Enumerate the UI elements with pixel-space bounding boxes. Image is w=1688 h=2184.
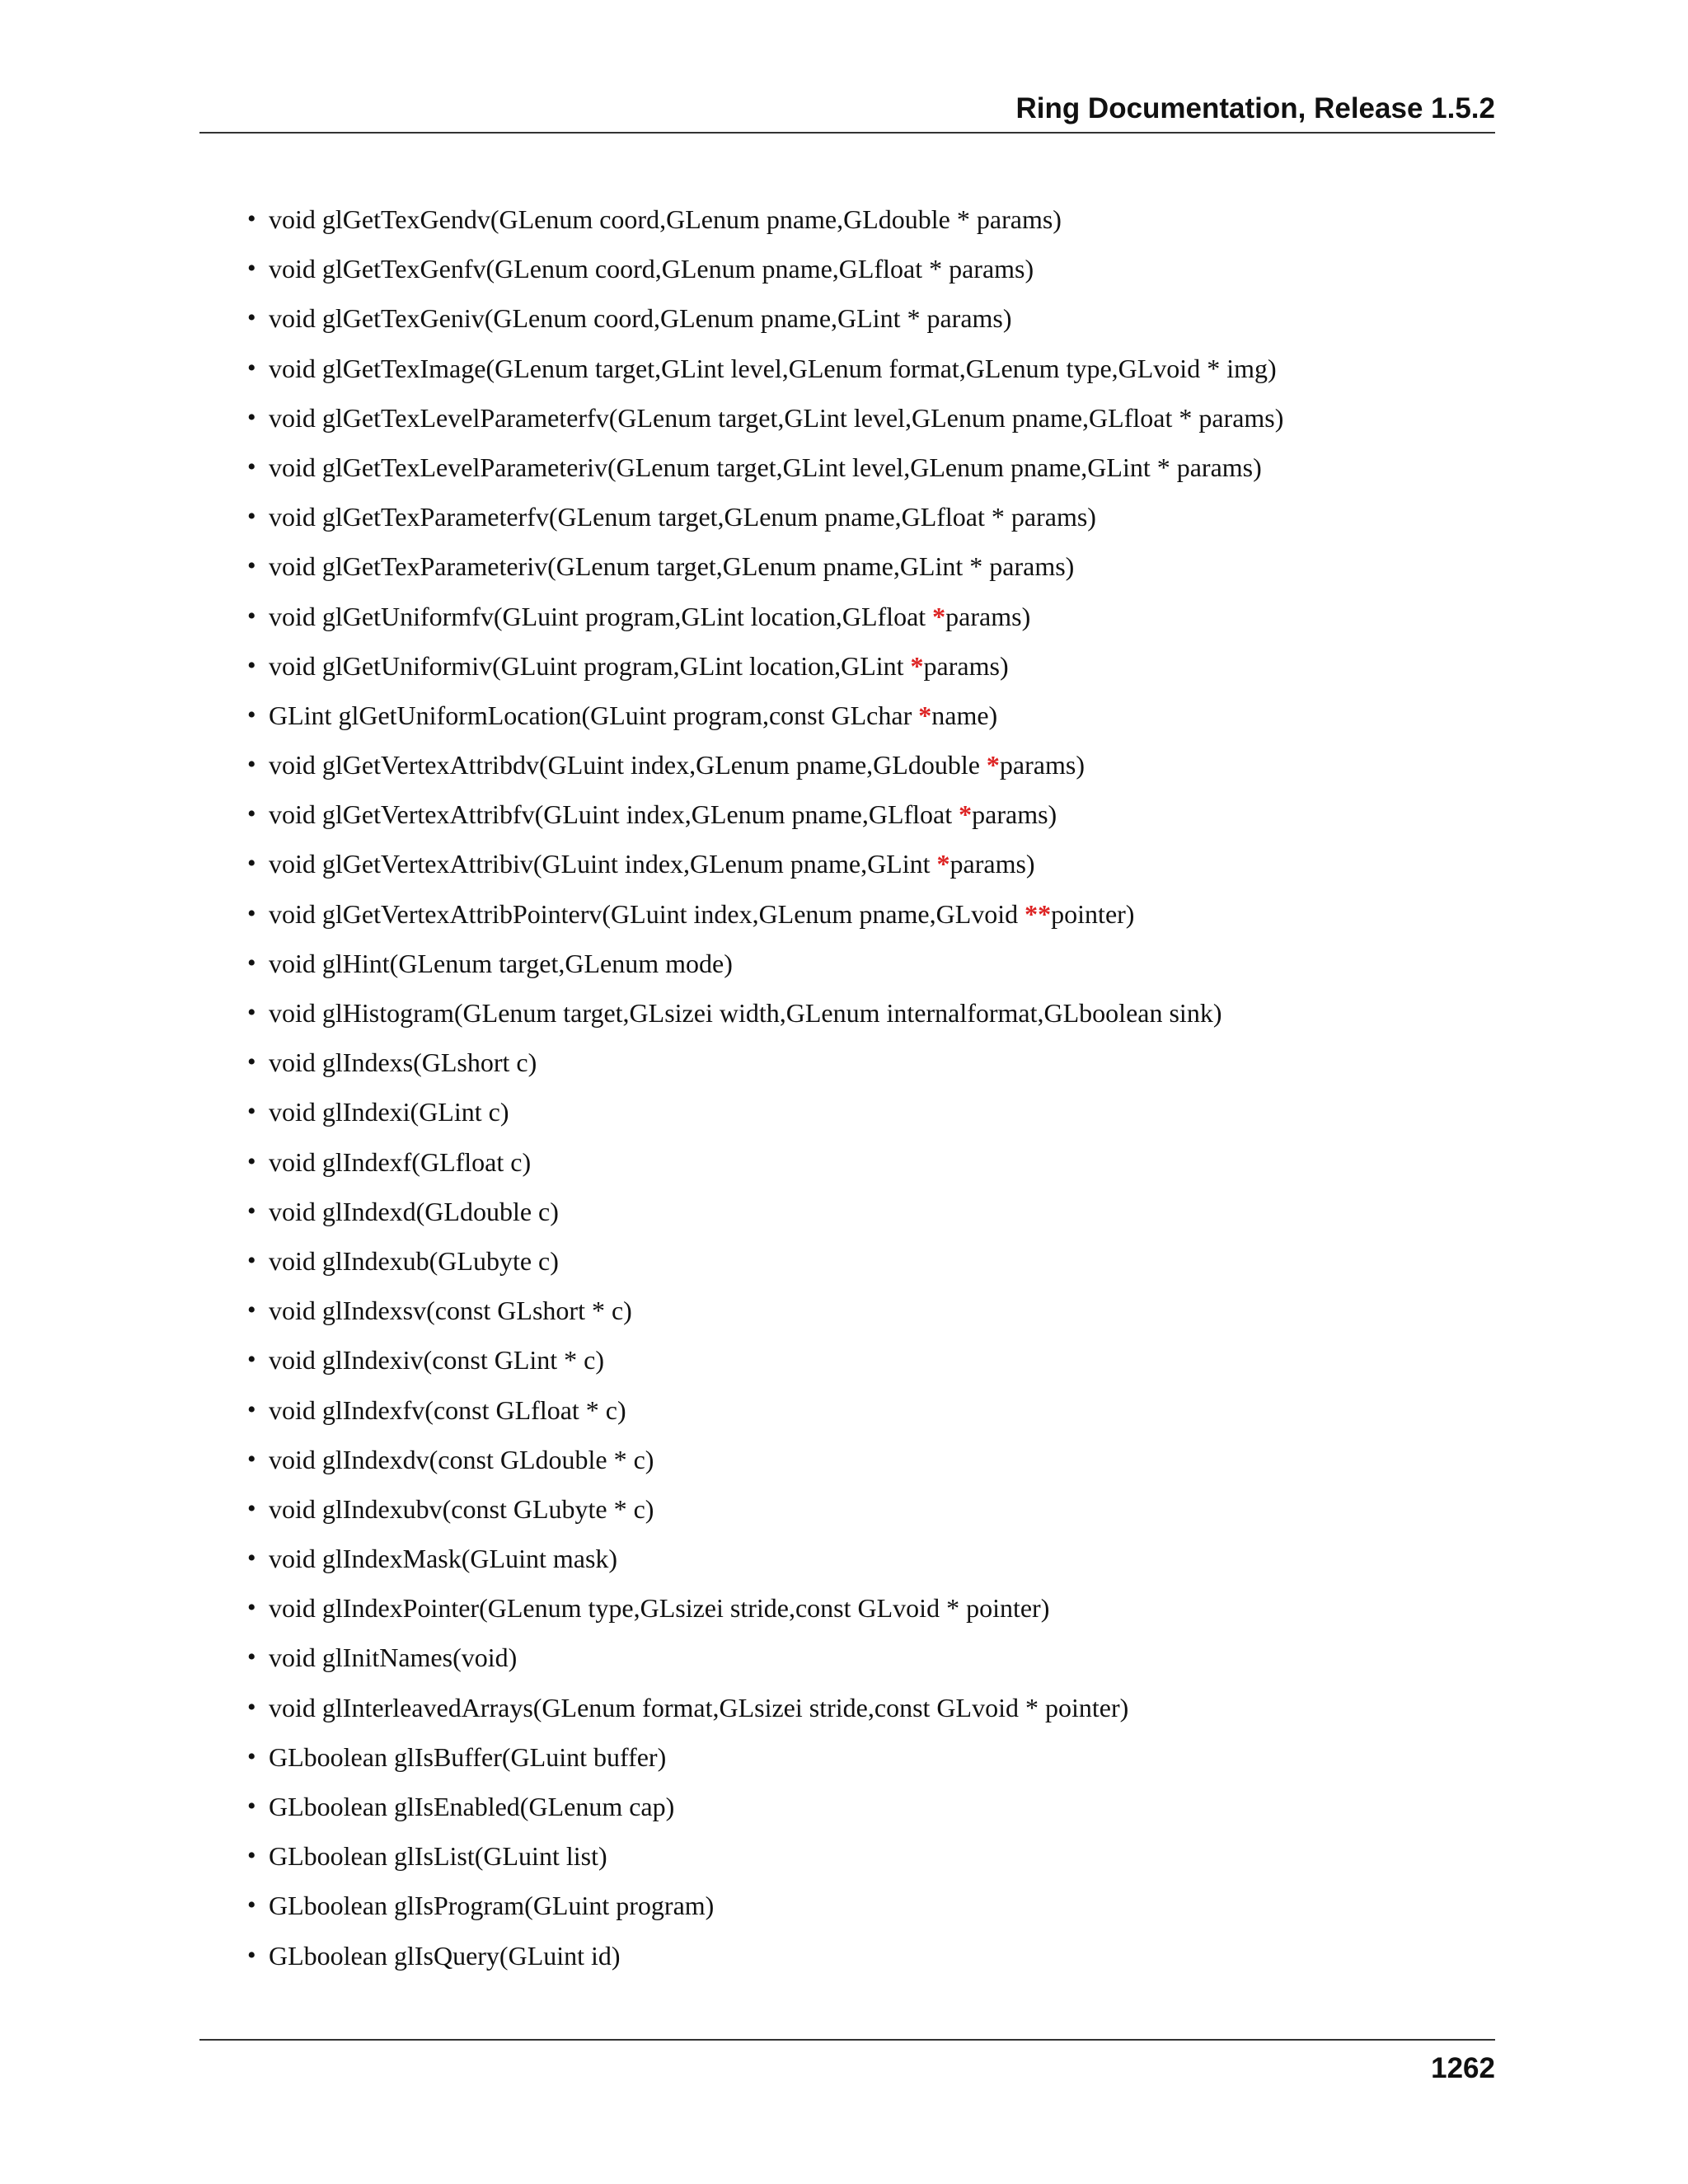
function-signature [269, 799, 1057, 829]
highlighted-asterisk: * [932, 601, 946, 631]
function-signature: void glInitNames(void) [269, 1643, 518, 1673]
bullet-icon: • [247, 1842, 256, 1870]
signature-end: params) [945, 601, 1031, 631]
bullet-icon: • [247, 701, 256, 729]
function-signature: void glIndexf(GLfloat c) [269, 1146, 532, 1177]
bullet-icon: • [247, 1494, 256, 1522]
function-signature [269, 899, 1134, 929]
list-item [247, 344, 1283, 393]
function-signature: void glIndexd(GLdouble c) [269, 1196, 559, 1226]
function-signature: void glIndexdv(const GLdouble * c) [269, 1444, 654, 1474]
function-signature: void glHint(GLenum target,GLenum mode) [269, 948, 733, 978]
function-signature: void glIndexubv(const GLubyte * c) [269, 1493, 654, 1524]
highlighted-asterisk: * [910, 650, 924, 681]
function-signature: void glGetTexParameterfv(GLenum target,GLenum pname,GLfloat * params) [269, 502, 1096, 532]
page-footer [199, 2039, 1495, 2084]
list-item [247, 1782, 1283, 1831]
bullet-icon: • [247, 651, 256, 679]
function-signature [269, 849, 1035, 879]
bullet-icon: • [247, 1098, 256, 1126]
list-item [247, 740, 1283, 790]
list-item [247, 1137, 1283, 1187]
bullet-icon: • [247, 503, 256, 531]
function-signature: void glGetTexParameteriv(GLenum target,GLenum pname,GLint * params) [269, 551, 1075, 582]
signature-start: void glGetUniformfv(GLuint program,GLint location,GLfloat [269, 601, 933, 631]
function-signature: void glGetTexGenfv(GLenum coord,GLenum pname,GLfloat * params) [269, 254, 1034, 284]
signature-end: params) [950, 849, 1035, 879]
list-item [247, 1881, 1283, 1930]
list-item [247, 1931, 1283, 1980]
list-item [247, 839, 1283, 888]
function-signature: void glGetTexLevelParameterfv(GLenum target,GLint level,GLenum pname,GLfloat * params) [269, 402, 1284, 433]
function-signature [269, 701, 997, 730]
bullet-icon: • [247, 1742, 256, 1770]
bullet-icon: • [247, 304, 256, 332]
list-item [247, 1683, 1283, 1732]
function-signature: void glInterleavedArrays(GLenum format,GLsizei stride,const GLvoid * pointer) [269, 1692, 1129, 1722]
signature-start: void glGetVertexAttribdv(GLuint index,GLenum pname,GLdouble [269, 750, 987, 780]
bullet-icon: • [247, 999, 256, 1026]
list-item [247, 393, 1284, 443]
function-signature [269, 602, 1030, 631]
bullet-icon: • [247, 452, 256, 480]
highlighted-asterisk: * [936, 849, 950, 879]
list-item [247, 691, 1283, 740]
function-signature: void glIndexsv(const GLshort * c) [269, 1296, 632, 1326]
list-item [247, 1286, 1283, 1335]
page-header [199, 91, 1495, 134]
bullet-icon: • [247, 949, 256, 977]
bullet-icon: • [247, 552, 256, 580]
bullet-icon: • [247, 1544, 256, 1572]
list-item [247, 492, 1283, 541]
highlighted-asterisk: ** [1025, 898, 1052, 929]
bullet-icon: • [247, 1296, 256, 1324]
bullet-icon: • [247, 1395, 256, 1423]
list-item [247, 1236, 1283, 1286]
list-item [247, 790, 1283, 839]
bullet-icon: • [247, 1048, 256, 1076]
bullet-icon: • [247, 1891, 256, 1919]
function-signature: void glHistogram(GLenum target,GLsizei width,GLenum internalformat,GLboolean sink) [269, 998, 1222, 1028]
list-item [247, 1187, 1283, 1236]
signature-end: params) [972, 799, 1057, 830]
bullet-icon: • [247, 1197, 256, 1225]
signature-end: params) [923, 650, 1009, 681]
list-item [247, 1831, 1283, 1881]
list-item [247, 1385, 1283, 1435]
list-item [247, 293, 1283, 343]
list-item [247, 889, 1283, 939]
bullet-icon: • [247, 255, 256, 283]
function-signature: void glIndexs(GLshort c) [269, 1047, 537, 1078]
function-signature [269, 750, 1085, 780]
highlighted-asterisk: * [959, 799, 973, 830]
bullet-icon: • [247, 751, 256, 779]
function-signature: void glIndexiv(const GLint * c) [269, 1345, 605, 1376]
function-signature [269, 651, 1009, 681]
bullet-icon: • [247, 205, 256, 232]
bullet-icon: • [247, 1445, 256, 1473]
list-item [247, 1484, 1283, 1534]
signature-start: void glGetVertexAttribPointerv(GLuint index,GLenum pname,GLvoid [269, 898, 1025, 929]
function-signature: void glGetTexLevelParameteriv(GLenum target,GLint level,GLenum pname,GLint * params) [269, 452, 1262, 482]
bullet-icon: • [247, 800, 256, 828]
highlighted-asterisk: * [918, 700, 932, 730]
list-item [247, 1732, 1283, 1782]
bullet-icon: • [247, 1643, 256, 1671]
function-signature: void glGetTexGeniv(GLenum coord,GLenum pname,GLint * params) [269, 303, 1012, 334]
signature-end: pointer) [1051, 898, 1135, 929]
function-signature: void glIndexMask(GLuint mask) [269, 1544, 618, 1574]
signature-end: params) [999, 750, 1085, 780]
signature-start: void glGetVertexAttribfv(GLuint index,GLenum pname,GLfloat [269, 799, 959, 830]
list-item [247, 1435, 1283, 1484]
function-signature: GLboolean glIsBuffer(GLuint buffer) [269, 1741, 667, 1772]
bullet-icon: • [247, 1594, 256, 1622]
bullet-icon: • [247, 1693, 256, 1721]
bullet-icon: • [247, 1346, 256, 1374]
bullet-icon: • [247, 899, 256, 927]
list-item [247, 1335, 1283, 1385]
list-item [247, 939, 1283, 988]
signature-start: void glGetVertexAttribiv(GLuint index,GLenum pname,GLint [269, 849, 937, 879]
bullet-icon: • [247, 354, 256, 382]
highlighted-asterisk: * [986, 750, 1000, 780]
function-signature: void glIndexi(GLint c) [269, 1097, 509, 1127]
list-item [247, 194, 1283, 244]
signature-start: GLint glGetUniformLocation(GLuint program,const GLchar [269, 700, 919, 730]
function-signature: void glGetTexGendv(GLenum coord,GLenum pname,GLdouble * params) [269, 204, 1062, 234]
function-signature: void glIndexub(GLubyte c) [269, 1245, 559, 1276]
signature-end: name) [931, 700, 998, 730]
list-item [247, 244, 1283, 293]
function-signature: void glGetTexImage(GLenum target,GLint level,GLenum format,GLenum type,GLvoid * img) [269, 353, 1277, 383]
function-signature: GLboolean glIsProgram(GLuint program) [269, 1891, 715, 1921]
bullet-icon: • [247, 850, 256, 878]
list-item [247, 443, 1283, 492]
list-item [247, 1087, 1283, 1137]
function-signature: void glIndexPointer(GLenum type,GLsizei stride,const GLvoid * pointer) [269, 1593, 1050, 1624]
bullet-icon: • [247, 403, 256, 431]
document-title: Ring Documentation, Release 1.5.2 [1015, 92, 1495, 124]
function-list [247, 194, 1284, 1980]
signature-start: void glGetUniformiv(GLuint program,GLint location,GLint [269, 650, 911, 681]
function-signature: void glIndexfv(const GLfloat * c) [269, 1394, 626, 1425]
function-signature: GLboolean glIsEnabled(GLenum cap) [269, 1792, 675, 1821]
bullet-icon: • [247, 1793, 256, 1820]
bullet-icon: • [247, 1246, 256, 1274]
list-item [247, 592, 1283, 641]
function-signature: GLboolean glIsList(GLuint list) [269, 1841, 607, 1872]
list-item [247, 1583, 1283, 1633]
list-item [247, 1038, 1283, 1087]
page-number: 1262 [1431, 2052, 1495, 2084]
list-item [247, 541, 1283, 591]
list-item [247, 1534, 1283, 1583]
bullet-icon: • [247, 602, 256, 630]
bullet-icon: • [247, 1941, 256, 1969]
list-item [247, 988, 1283, 1038]
list-item [247, 1633, 1283, 1682]
function-signature: GLboolean glIsQuery(GLuint id) [269, 1940, 621, 1971]
list-item [247, 641, 1283, 691]
bullet-icon: • [247, 1147, 256, 1175]
